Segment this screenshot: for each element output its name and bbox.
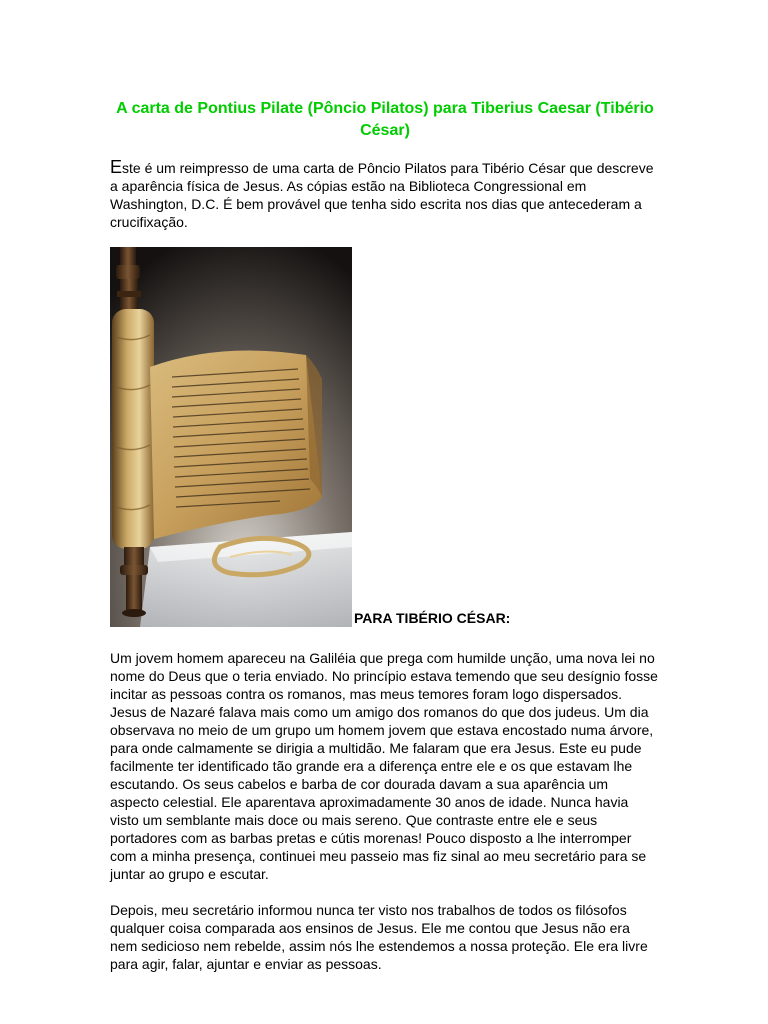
document-title: A carta de Pontius Pilate (Pôncio Pilatos) para Tiberius Caesar (Tibério César) bbox=[116, 100, 654, 139]
letter-paragraph-2: Depois, meu secretário informou nunca ter visto nos trabalhos de todos os filósofos qualquer coisa comparada aos ensinos de Jesus. Ele me contou que Jesus não era nem sedicioso nem rebelde, assim nós lhe estendemos a nossa proteção. Ele era livre para agir, falar, ajuntar e enviar as pessoas. bbox=[110, 902, 648, 972]
intro-dropcap: E bbox=[110, 157, 123, 177]
scroll-image bbox=[110, 247, 352, 627]
intro-text: ste é um reimpresso de uma carta de Pôncio Pilatos para Tibério César que descreve a aparência física de Jesus. As cópias estão na Biblioteca Congressional em Washington, D.C. É bem provável que tenha sido escrita nos dias que antecederam a crucifixação. bbox=[110, 160, 654, 230]
letter-paragraph-1: Um jovem homem apareceu na Galiléia que prega com humilde unção, uma nova lei no nome do Deus que o teria enviado. No princípio estava temendo que seu desígnio fosse incitar as pessoas contra os romanos, mas meus temores foram logo dispersados. Jesus de Nazaré falava mais como um amigo dos romanos do que dos judeus. Um dia observava no meio de um grupo um homem jovem que estava encostado numa árvore, para onde calmamente se dirigia a multidão. Me falaram que era Jesus. Este eu pude facilmente ter identificado tão grande era a diferença entre ele e os que estavam lhe escutando. Os seus cabelos e barba de cor dourada davam a sua aparência um aspecto celestial. Ele aparentava aproximadamente 30 anos de idade. Nunca havia visto um semblante mais doce ou mais sereno. Que contraste entre ele e seus portadores com as barbas pretas e cútis morenas! Pouco disposto a lhe interromper com a minha presença, continuei meu passeio mas fiz sinal ao meu secretário para se juntar ao grupo e escutar. bbox=[110, 650, 658, 882]
document-page bbox=[110, 98, 660, 973]
figure-row bbox=[110, 247, 660, 627]
letter-addressee: PARA TIBÉRIO CÉSAR: bbox=[354, 610, 511, 626]
intro-paragraph bbox=[110, 158, 660, 231]
